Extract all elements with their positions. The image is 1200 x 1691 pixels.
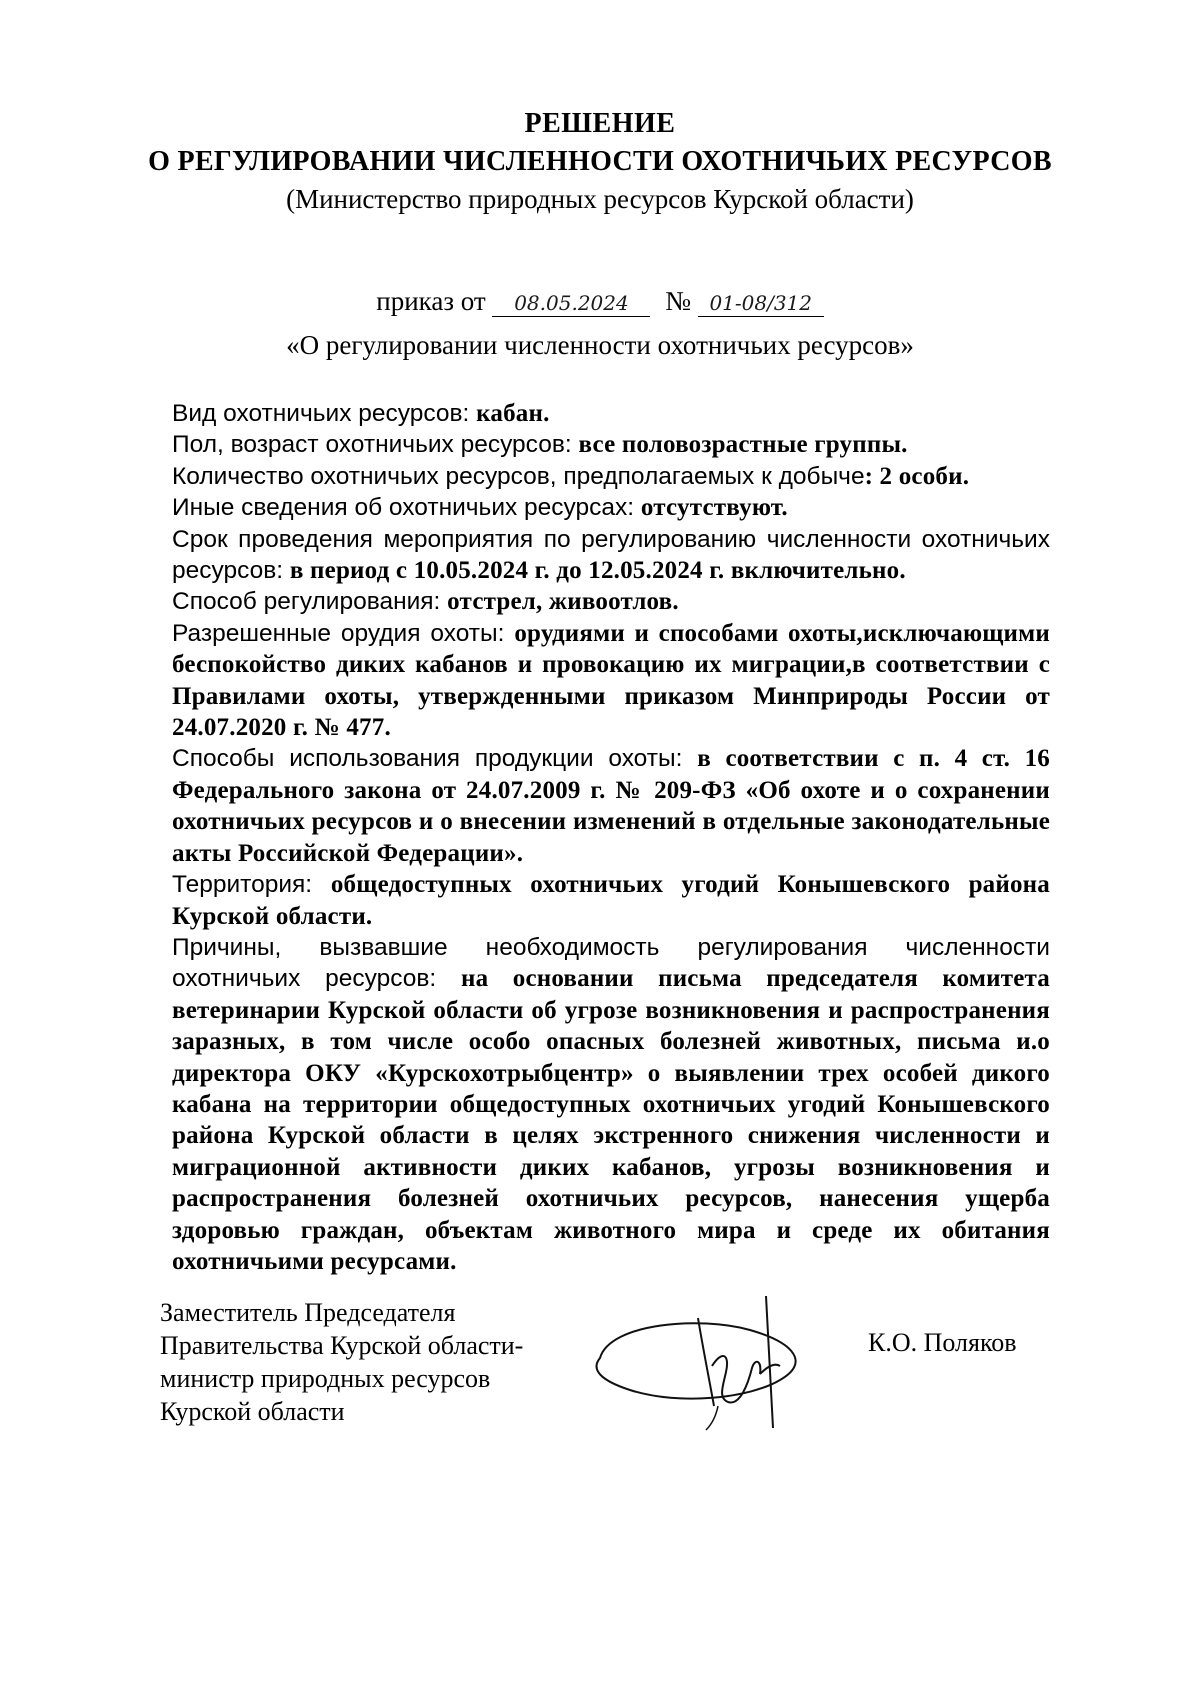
handwritten-signature — [590, 1288, 830, 1438]
field-period — [172, 524, 1050, 587]
field-product-use — [172, 743, 1050, 869]
field-value: в период с 10.05.2024 г. до 12.05.2024 г. включительно. — [289, 557, 906, 585]
position-line: Правительства Курской области- — [160, 1331, 524, 1360]
field-value: отсутствуют. — [640, 494, 788, 522]
field-value: : 2 особи. — [864, 462, 970, 490]
position-line: министр природных ресурсов — [160, 1364, 491, 1393]
order-prefix: приказ от — [376, 286, 486, 316]
field-species — [172, 398, 1050, 429]
order-date-handwritten: 08.05.2024 — [492, 290, 650, 317]
field-value: на основании письма председателя комитета ветеринарии Курской области об угрозе возникновения и распространения заразных, в том числе особо опасных болезней животных, письма и.о директора ОКУ «Курскохотрыбцентр» о выявлении трех особей дикого кабана на территории общедоступных охотничьих угодий Конышевского района Курской области в целях экстренного снижения численности и миграционной активности диких кабанов, угрозы возникновения и распространения болезней охотничьих ресурсов, нанесения ущерба здоровью граждан, объектам животного мира и среде их обитания охотничьими ресурсами. — [172, 965, 1050, 1275]
field-value: в соответствии с п. 4 ст. 16 Федерального закона от 24.07.2009 г. № 209-ФЗ «Об охоте и о сохранении охотничьих ресурсов и о внесении изменений в отдельные законодательные акты Российской Федерации». — [172, 745, 1050, 867]
position-line: Заместитель Председателя — [160, 1298, 456, 1327]
order-number-handwritten: 01-08/312 — [698, 290, 824, 317]
field-territory — [172, 869, 1050, 932]
field-value: отстрел, живоотлов. — [447, 588, 679, 616]
decision-body — [172, 398, 1050, 1277]
field-other-info — [172, 492, 1050, 523]
issuing-ministry: (Министерство природных ресурсов Курской области) — [286, 184, 914, 214]
field-label: Количество охотничьих ресурсов, предполагаемых к добыче — [172, 462, 865, 490]
field-label: Территория: — [172, 871, 331, 899]
order-title: «О регулировании численности охотничьих ресурсов» — [286, 330, 914, 360]
field-label: Способ регулирования: — [172, 588, 448, 616]
field-reasons — [172, 932, 1050, 1277]
position-line: Курской области — [160, 1397, 345, 1426]
document-subject: О РЕГУЛИРОВАНИИ ЧИСЛЕННОСТИ ОХОТНИЧЬИХ РЕСУРСОВ — [148, 146, 1052, 177]
field-value: кабан. — [476, 400, 550, 427]
field-label: Пол, возраст охотничьих ресурсов: — [172, 431, 579, 459]
field-quantity — [172, 461, 1050, 492]
field-label: Вид охотничьих ресурсов: — [172, 400, 477, 427]
document-title: РЕШЕНИЕ — [524, 108, 676, 139]
field-value: общедоступных охотничьих угодий Конышевского района Курской области. — [172, 871, 1050, 930]
field-label: Разрешенные орудия охоты: — [172, 619, 515, 647]
field-value: орудиями и способами охоты,исключающими беспокойство диких кабанов и провокацию их миграции,в соответствии с Правилами охоты, утвержденными приказом Минприроды России от 24.07.2020 г. № 477. — [172, 619, 1050, 742]
field-label: Иные сведения об охотничьих ресурсах: — [172, 494, 641, 522]
order-number-sign: № — [665, 286, 691, 316]
field-method — [172, 586, 1050, 617]
field-label: Способы использования продукции охоты: — [172, 745, 698, 773]
signer-name: К.О. Поляков — [868, 1328, 1017, 1357]
field-hunting-tools — [172, 618, 1050, 744]
order-reference — [0, 286, 1200, 317]
field-sex-age — [172, 429, 1050, 460]
field-label: Срок проведения мероприятия по регулированию численности охотничьих ресурсов: — [172, 525, 1050, 585]
field-value: все половозрастные группы. — [578, 431, 908, 459]
field-label: Причины, вызвавшие необходимость регулирования численности охотничьих ресурсов: — [172, 933, 1050, 993]
signatory-position — [160, 1296, 523, 1428]
